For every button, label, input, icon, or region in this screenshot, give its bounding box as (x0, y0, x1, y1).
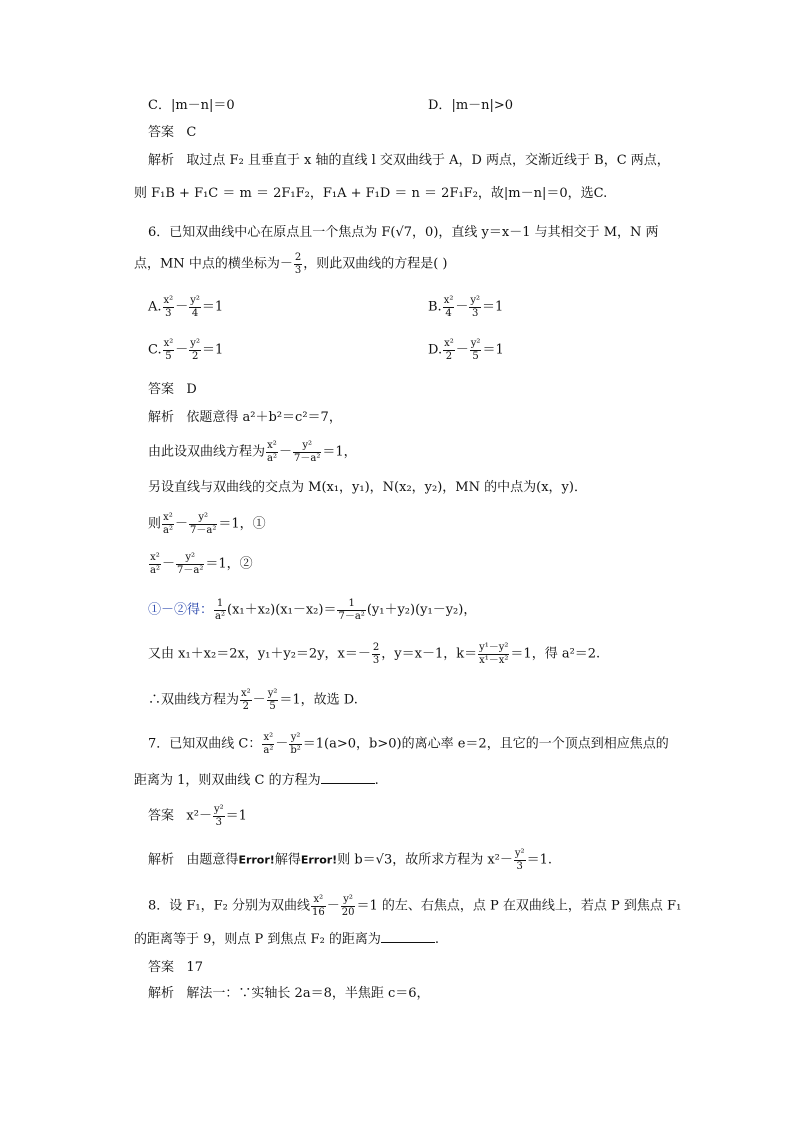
fraction (214, 598, 226, 622)
q5-answer (148, 125, 196, 141)
fraction (162, 512, 174, 536)
denominator: 5 (165, 350, 172, 362)
fraction (311, 894, 326, 918)
q6-analysis-l8 (148, 688, 358, 712)
analysis-text: 则 b＝√3，故所求方程为 x²－ (337, 852, 513, 868)
analysis-text: (y₁＋y₂)(y₁－y₂)， (366, 602, 477, 618)
answer-label: 答案 (148, 960, 175, 975)
denominator: a² (150, 564, 160, 576)
numerator: y¹－y² (479, 642, 509, 653)
numerator: y² (190, 295, 200, 306)
numerator: x² (444, 338, 454, 349)
fraction (337, 598, 365, 622)
q6-answer (148, 382, 197, 398)
operator: － (175, 342, 189, 358)
question-text: 距离为 1，则双曲线 C 的方程为 (134, 773, 321, 788)
numerator: y² (514, 848, 525, 859)
denominator: 2 (191, 350, 199, 362)
numerator: x² (150, 552, 160, 563)
denominator: a² (163, 524, 173, 536)
question-text: 8．设 F₁，F₂ 分别为双曲线 (148, 898, 310, 914)
analysis-label: 解析 (148, 986, 175, 1001)
numerator: y² (470, 295, 481, 306)
fraction (176, 552, 204, 576)
analysis-text: 由此设双曲线方程为 (148, 444, 266, 460)
fraction (213, 804, 225, 828)
analysis-text: 解得 (274, 852, 301, 868)
numerator: 2 (294, 252, 302, 263)
option-label: A. (148, 299, 162, 315)
numerator: y² (189, 512, 217, 525)
denominator: 3 (516, 860, 523, 872)
q6-stem-line2 (134, 252, 447, 276)
option-c-expr: |m－n|＝0 (170, 98, 235, 113)
answer-label: 答案 (148, 125, 175, 140)
option-label: C. (148, 342, 162, 358)
option-c (148, 98, 235, 114)
fraction (372, 642, 380, 666)
numerator: 1 (214, 598, 226, 611)
numerator: x² (267, 440, 277, 451)
analysis-text: 依题意得 a²＋b²＝c²＝7， (186, 410, 342, 425)
equation-tail: ＝1 (201, 342, 224, 358)
denominator: 4 (445, 307, 452, 319)
fraction (267, 688, 279, 712)
numerator: y² (267, 688, 278, 699)
denominator: x¹－x² (479, 654, 509, 666)
equation-tail: ＝1 (201, 299, 224, 315)
fraction (294, 252, 302, 276)
option-c-label: C． (148, 98, 171, 113)
operator: － (455, 299, 469, 315)
numerator: x² (311, 894, 326, 907)
q8-answer (148, 960, 203, 976)
question-text: . (374, 773, 379, 788)
option-label: D. (428, 342, 443, 358)
fraction (262, 732, 274, 756)
q7-answer (148, 804, 247, 828)
answer-label: 答案 (148, 382, 175, 397)
q6-analysis-l6 (148, 598, 476, 622)
fraction (189, 512, 217, 536)
q7-analysis (148, 848, 552, 872)
numerator: x² (241, 688, 251, 699)
fraction (443, 295, 455, 319)
denominator: 3 (372, 654, 380, 666)
numerator: 2 (372, 642, 380, 653)
analysis-text: 由题意得 (186, 852, 239, 868)
q6-stem-line1 (148, 225, 659, 241)
analysis-text: ①－②得： (148, 602, 214, 618)
denominator: 4 (191, 307, 199, 319)
q5-analysis-line1 (148, 153, 670, 169)
answer-value: x²－ (186, 808, 212, 824)
analysis-text: ＝1，① (218, 516, 266, 532)
question-text: ，则此双曲线的方程是( ) (303, 256, 448, 272)
numerator: x² (263, 732, 274, 743)
answer-blank (381, 931, 435, 943)
denominator: 7－a² (190, 524, 217, 536)
analysis-text: (x₁＋x₂)(x₁－x₂)＝ (227, 602, 337, 618)
numerator: y² (213, 804, 224, 815)
denominator: 20 (341, 906, 355, 918)
equation-tail: ＝1 (482, 299, 504, 315)
analysis-text: 又由 x₁＋x₂＝2x，y₁＋y₂＝2y，x＝－ (148, 646, 371, 662)
question-text: 的距离等于 9，则点 P 到焦点 F₂ 的距离为 (134, 932, 381, 947)
fraction (189, 338, 201, 362)
denominator: 5 (472, 350, 479, 362)
fraction (189, 295, 201, 319)
option-d-label: D． (428, 98, 452, 113)
numerator: x² (443, 295, 454, 306)
fraction (341, 894, 356, 918)
answer-value: 17 (186, 960, 203, 975)
answer-value: C (186, 125, 197, 140)
answer-blank (321, 772, 375, 784)
numerator: 1 (337, 598, 365, 611)
answer-value: D (186, 382, 197, 397)
analysis-text: ＝1，故选 D. (279, 692, 358, 708)
analysis-label: 解析 (148, 410, 175, 425)
q6-analysis-l5 (148, 552, 253, 576)
numerator: x² (163, 295, 174, 306)
answer-value: ＝1 (225, 808, 247, 824)
q6-option-b (428, 295, 503, 319)
fraction (163, 295, 175, 319)
q6-analysis-l1 (148, 410, 342, 426)
q8-analysis (148, 986, 430, 1002)
operator: － (326, 898, 340, 914)
analysis-text: 解法一：∵实轴长 2a＝8，半焦距 c＝6， (186, 986, 430, 1001)
operator: － (175, 516, 189, 532)
analysis-text: ，y＝x－1，k＝ (381, 646, 478, 662)
question-text: ＝1(a>0，b>0)的离心率 e＝2，且它的一个顶点到相应焦点的 (302, 736, 669, 752)
analysis-text: 取过点 F₂ 且垂直于 x 轴的直线 l 交双曲线于 A，D 两点，交渐近线于 B，C 两点， (186, 153, 670, 168)
analysis-text: 另设直线与双曲线的交点为 M(x₁，y₁)，N(x₂，y₂)，MN 的中点为(x，y)． (148, 480, 587, 495)
q8-stem-line2 (134, 931, 439, 948)
fraction (470, 338, 482, 362)
operator: － (161, 556, 175, 572)
q7-stem-line1 (148, 732, 669, 756)
denominator: 16 (312, 906, 325, 918)
fraction (289, 732, 301, 756)
option-d-expr: |m－n|>0 (451, 98, 514, 113)
q6-analysis-l3 (148, 480, 587, 496)
fraction (469, 295, 481, 319)
equation-tail: ＝1 (482, 342, 504, 358)
fraction (443, 338, 455, 362)
analysis-label: 解析 (148, 153, 175, 168)
analysis-text: 则 (148, 516, 162, 532)
q6-option-d (428, 338, 504, 362)
fraction (149, 552, 161, 576)
denominator: 7－a² (294, 452, 321, 464)
numerator: x² (163, 512, 173, 523)
q7-stem-line2 (134, 772, 379, 789)
numerator: x² (163, 338, 174, 349)
error-text: Error! (238, 853, 275, 867)
numerator: y² (176, 552, 204, 565)
q8-stem-line1 (148, 894, 681, 918)
question-text: 点，MN 中点的横坐标为－ (134, 256, 293, 272)
q6-option-a (148, 295, 223, 319)
analysis-text: ＝1. (526, 852, 552, 868)
q6-analysis-l7 (148, 642, 600, 666)
q6-option-c (148, 338, 223, 362)
analysis-text: ∴双曲线方程为 (148, 692, 240, 708)
answer-label: 答案 (148, 808, 175, 824)
analysis-text: ＝1，得 a²＝2. (510, 646, 601, 662)
denominator: 7－a² (177, 564, 204, 576)
denominator: 3 (294, 264, 302, 276)
denominator: 5 (269, 700, 276, 712)
numerator: y² (190, 338, 200, 349)
denominator: 2 (242, 700, 250, 712)
question-text: ＝1 的左、右焦点，点 P 在双曲线上，若点 P 到焦点 F₁ (356, 898, 682, 914)
numerator: y² (341, 894, 356, 907)
fraction (478, 642, 509, 666)
numerator: y² (470, 338, 481, 349)
error-text: Error! (300, 853, 338, 867)
analysis-text: ＝1，② (205, 556, 253, 572)
denominator: a² (215, 610, 225, 622)
denominator: 3 (165, 307, 172, 319)
operator: － (279, 444, 293, 460)
option-label: B. (428, 299, 442, 315)
numerator: y² (290, 732, 301, 743)
q5-analysis-line2 (134, 186, 607, 202)
question-text: . (434, 932, 440, 947)
denominator: 7－a² (338, 610, 365, 622)
analysis-text: 则 F₁B + F₁C ＝ m ＝ 2F₁F₂，F₁A + F₁D ＝ n ＝ 2F₁F₂，故|m－n|＝0，选C. (134, 186, 608, 201)
operator: － (252, 692, 266, 708)
denominator: 2 (445, 350, 453, 362)
denominator: a² (263, 744, 274, 756)
question-text: 6．已知双曲线中心在原点且一个焦点为 F(√7，0)，直线 y＝x－1 与其相交于 M，N 两 (148, 225, 659, 240)
denominator: 3 (215, 816, 222, 828)
q6-analysis-l2 (148, 440, 357, 464)
question-text: 7．已知双曲线 C： (148, 736, 262, 752)
q6-analysis-l4 (148, 512, 266, 536)
denominator: b² (290, 744, 301, 756)
option-d (428, 98, 513, 114)
fraction (514, 848, 526, 872)
denominator: a² (267, 452, 277, 464)
analysis-label: 解析 (148, 852, 175, 868)
operator: － (275, 736, 289, 752)
fraction (163, 338, 175, 362)
fraction (293, 440, 321, 464)
operator: － (455, 342, 469, 358)
operator: － (175, 299, 189, 315)
denominator: 3 (472, 307, 479, 319)
fraction (266, 440, 278, 464)
fraction (240, 688, 252, 712)
numerator: y² (293, 440, 321, 453)
analysis-text: ＝1， (322, 444, 357, 460)
